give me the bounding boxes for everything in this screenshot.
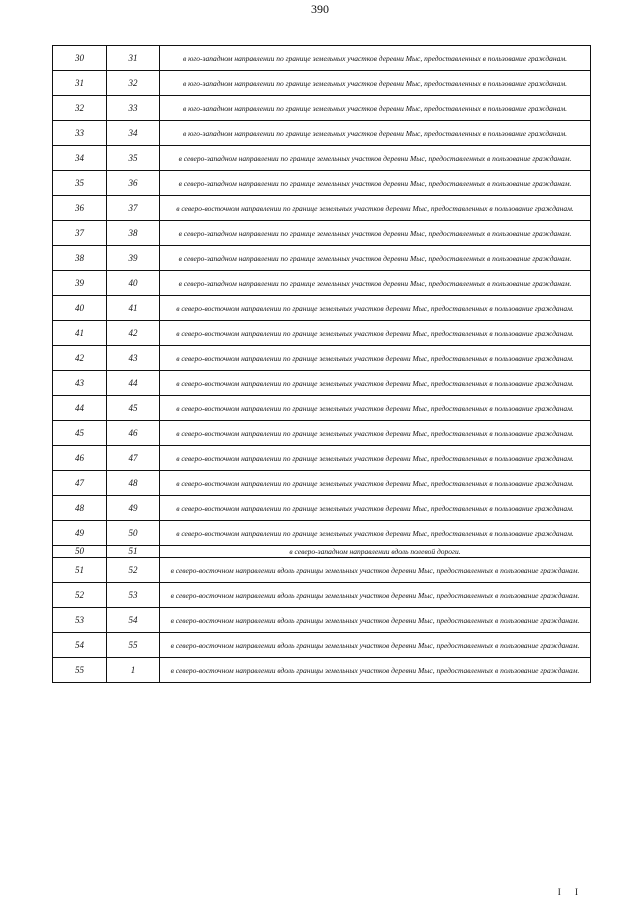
point-from-cell: 41 [53, 321, 107, 346]
point-from-cell: 39 [53, 271, 107, 296]
point-from-cell: 32 [53, 96, 107, 121]
point-from-cell: 53 [53, 608, 107, 633]
point-from-cell: 54 [53, 633, 107, 658]
table-row [53, 583, 591, 608]
point-to-cell: 46 [107, 421, 160, 446]
table-row [53, 96, 591, 121]
point-to-cell: 50 [107, 521, 160, 546]
point-to-cell: 31 [107, 46, 160, 71]
direction-description-cell: в северо-восточном направлении вдоль границы земельных участков деревни Мыс, предоставленных в пользование гражданам. [160, 558, 591, 583]
direction-description-cell: в северо-восточном направлении вдоль границы земельных участков деревни Мыс, предоставленных в пользование гражданам. [160, 608, 591, 633]
point-from-cell: 38 [53, 246, 107, 271]
direction-description-cell: в северо-восточном направлении вдоль границы земельных участков деревни Мыс, предоставленных в пользование гражданам. [160, 658, 591, 683]
point-to-cell: 35 [107, 146, 160, 171]
point-to-cell: 49 [107, 496, 160, 521]
table-row [53, 446, 591, 471]
direction-description-cell: в юго-западном направлении по границе земельных участков деревни Мыс, предоставленных в пользование гражданам. [160, 46, 591, 71]
point-from-cell: 33 [53, 121, 107, 146]
point-from-cell: 45 [53, 421, 107, 446]
point-to-cell: 53 [107, 583, 160, 608]
point-to-cell: 34 [107, 121, 160, 146]
point-from-cell: 46 [53, 446, 107, 471]
direction-description-cell: в северо-восточном направлении по границе земельных участков деревни Мыс, предоставленных в пользование гражданам. [160, 346, 591, 371]
table-row [53, 371, 591, 396]
point-from-cell: 48 [53, 496, 107, 521]
page-number: 390 [311, 2, 329, 16]
table-row [53, 546, 591, 558]
direction-description-cell: в юго-западном направлении по границе земельных участков деревни Мыс, предоставленных в пользование гражданам. [160, 96, 591, 121]
point-from-cell: 36 [53, 196, 107, 221]
footer-mark: I I [557, 887, 584, 897]
table-row [53, 296, 591, 321]
direction-description-cell: в северо-западном направлении по границе земельных участков деревни Мыс, предоставленных в пользование гражданам. [160, 146, 591, 171]
table-row [53, 196, 591, 221]
table-row [53, 71, 591, 96]
table-row [53, 146, 591, 171]
point-from-cell: 55 [53, 658, 107, 683]
direction-description-cell: в северо-восточном направлении по границе земельных участков деревни Мыс, предоставленных в пользование гражданам. [160, 396, 591, 421]
table-row [53, 421, 591, 446]
direction-description-cell: в юго-западном направлении по границе земельных участков деревни Мыс, предоставленных в пользование гражданам. [160, 121, 591, 146]
point-to-cell: 44 [107, 371, 160, 396]
table-row [53, 608, 591, 633]
point-to-cell: 47 [107, 446, 160, 471]
direction-description-cell: в северо-восточном направлении вдоль границы земельных участков деревни Мыс, предоставленных в пользование гражданам. [160, 583, 591, 608]
direction-description-cell: в северо-восточном направлении по границе земельных участков деревни Мыс, предоставленных в пользование гражданам. [160, 521, 591, 546]
point-from-cell: 42 [53, 346, 107, 371]
point-from-cell: 49 [53, 521, 107, 546]
direction-description-cell: в северо-восточном направлении по границе земельных участков деревни Мыс, предоставленных в пользование гражданам. [160, 371, 591, 396]
table-row [53, 633, 591, 658]
point-to-cell: 52 [107, 558, 160, 583]
table-row [53, 396, 591, 421]
direction-description-cell: в северо-восточном направлении вдоль границы земельных участков деревни Мыс, предоставленных в пользование гражданам. [160, 633, 591, 658]
table-row [53, 46, 591, 71]
point-from-cell: 31 [53, 71, 107, 96]
table-row [53, 121, 591, 146]
point-to-cell: 33 [107, 96, 160, 121]
direction-description-cell: в северо-западном направлении по границе земельных участков деревни Мыс, предоставленных в пользование гражданам. [160, 171, 591, 196]
point-to-cell: 55 [107, 633, 160, 658]
point-to-cell: 41 [107, 296, 160, 321]
point-to-cell: 42 [107, 321, 160, 346]
table-row [53, 496, 591, 521]
point-to-cell: 39 [107, 246, 160, 271]
point-to-cell: 40 [107, 271, 160, 296]
point-to-cell: 37 [107, 196, 160, 221]
table-row [53, 346, 591, 371]
direction-description-cell: в северо-западном направлении вдоль полевой дороги. [160, 546, 591, 558]
table-row [53, 321, 591, 346]
point-to-cell: 48 [107, 471, 160, 496]
boundary-table [52, 45, 591, 683]
point-from-cell: 52 [53, 583, 107, 608]
table-row [53, 658, 591, 683]
point-to-cell: 45 [107, 396, 160, 421]
direction-description-cell: в северо-восточном направлении по границе земельных участков деревни Мыс, предоставленных в пользование гражданам. [160, 471, 591, 496]
table-row [53, 246, 591, 271]
point-to-cell: 32 [107, 71, 160, 96]
point-from-cell: 47 [53, 471, 107, 496]
direction-description-cell: в северо-восточном направлении по границе земельных участков деревни Мыс, предоставленных в пользование гражданам. [160, 196, 591, 221]
point-from-cell: 35 [53, 171, 107, 196]
point-from-cell: 43 [53, 371, 107, 396]
table-row [53, 271, 591, 296]
point-from-cell: 40 [53, 296, 107, 321]
table-row [53, 221, 591, 246]
point-to-cell: 1 [107, 658, 160, 683]
point-to-cell: 43 [107, 346, 160, 371]
point-from-cell: 30 [53, 46, 107, 71]
direction-description-cell: в северо-восточном направлении по границе земельных участков деревни Мыс, предоставленных в пользование гражданам. [160, 296, 591, 321]
direction-description-cell: в северо-восточном направлении по границе земельных участков деревни Мыс, предоставленных в пользование гражданам. [160, 321, 591, 346]
table-row [53, 521, 591, 546]
table-row [53, 171, 591, 196]
direction-description-cell: в северо-восточном направлении по границе земельных участков деревни Мыс, предоставленных в пользование гражданам. [160, 421, 591, 446]
table-row [53, 471, 591, 496]
point-to-cell: 54 [107, 608, 160, 633]
point-from-cell: 37 [53, 221, 107, 246]
point-from-cell: 50 [53, 546, 107, 558]
direction-description-cell: в северо-восточном направлении по границе земельных участков деревни Мыс, предоставленных в пользование гражданам. [160, 446, 591, 471]
point-from-cell: 44 [53, 396, 107, 421]
point-from-cell: 51 [53, 558, 107, 583]
direction-description-cell: в северо-западном направлении по границе земельных участков деревни Мыс, предоставленных в пользование гражданам. [160, 246, 591, 271]
point-to-cell: 36 [107, 171, 160, 196]
point-to-cell: 51 [107, 546, 160, 558]
point-to-cell: 38 [107, 221, 160, 246]
table-row [53, 558, 591, 583]
point-from-cell: 34 [53, 146, 107, 171]
direction-description-cell: в северо-восточном направлении по границе земельных участков деревни Мыс, предоставленных в пользование гражданам. [160, 496, 591, 521]
direction-description-cell: в юго-западном направлении по границе земельных участков деревни Мыс, предоставленных в пользование гражданам. [160, 71, 591, 96]
direction-description-cell: в северо-западном направлении по границе земельных участков деревни Мыс, предоставленных в пользование гражданам. [160, 221, 591, 246]
direction-description-cell: в северо-западном направлении по границе земельных участков деревни Мыс, предоставленных в пользование гражданам. [160, 271, 591, 296]
table-body [53, 46, 591, 683]
